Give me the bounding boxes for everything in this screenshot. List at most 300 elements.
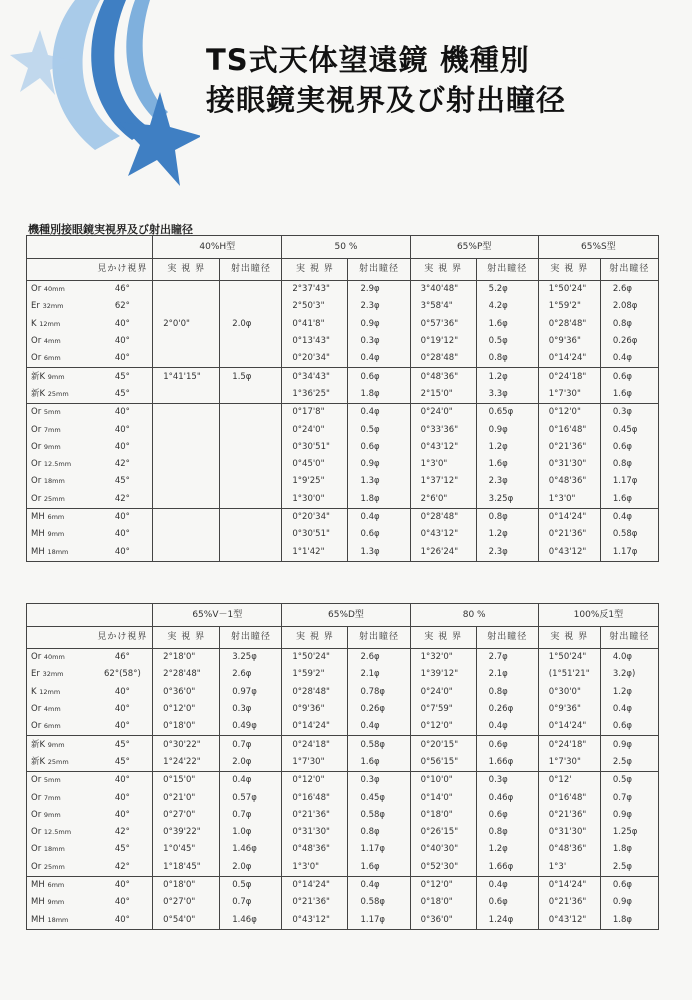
true-field: 0°28'48": [538, 316, 600, 333]
group-header: 65%S型: [538, 236, 658, 259]
focal-length: 18mm: [47, 547, 69, 556]
eyepiece-model: [27, 473, 93, 490]
exit-pupil: 0.9φ: [476, 421, 538, 438]
exit-pupil: 0.3φ: [348, 772, 410, 790]
apparent-field: 40°: [114, 792, 130, 803]
table-row: [27, 666, 659, 683]
table-row: [27, 386, 659, 404]
exit-pupil: 0.3φ: [220, 701, 282, 718]
apparent-field: 40°: [114, 353, 130, 364]
true-field: 0°43'12": [410, 439, 476, 456]
true-field: 0°20'15": [410, 736, 476, 754]
true-field: 0°24'0": [282, 421, 348, 438]
exit-pupil: 0.5φ: [600, 772, 658, 790]
apparent-field: 40°: [114, 546, 130, 557]
eyepiece-model: [27, 316, 93, 333]
focal-length: 9mm: [43, 810, 61, 819]
true-field: 3°40'48": [410, 281, 476, 299]
exit-pupil: 5.2φ: [476, 281, 538, 299]
exit-pupil: 2.0φ: [220, 281, 282, 368]
true-field: 0°24'0": [410, 404, 476, 422]
true-field: 0°21'36": [538, 526, 600, 543]
exit-pupil: 0.4φ: [600, 701, 658, 718]
field-header: 実 視 界: [538, 259, 600, 281]
focal-length: 9mm: [47, 740, 65, 749]
table-row: [27, 333, 659, 350]
true-field: 0°17'8": [282, 404, 348, 422]
true-field: 0°43'12": [538, 911, 600, 929]
exit-pupil: 1.17φ: [348, 841, 410, 858]
eyepiece-model: [27, 298, 93, 315]
exit-pupil: 2.3φ: [348, 298, 410, 315]
exit-pupil: 0.5φ: [348, 421, 410, 438]
exit-pupil: 2.7φ: [476, 649, 538, 667]
exit-pupil: 0.6φ: [476, 894, 538, 911]
true-field: [153, 473, 220, 490]
eyepiece-type: Or: [31, 336, 42, 347]
apparent-field: 42°: [114, 827, 130, 838]
true-field: 2°6'0": [410, 491, 476, 509]
focal-length: 40mm: [43, 285, 65, 294]
true-field: 2°50'3": [282, 298, 348, 315]
true-field: (1°51'21": [538, 666, 600, 683]
exit-pupil: 0.26φ: [600, 333, 658, 350]
exit-pupil: 0.4φ: [348, 876, 410, 894]
table-row: [27, 281, 659, 299]
table-caption: 機種別接眼鏡実視界及び射出瞳径: [28, 223, 193, 236]
table-row: [27, 368, 659, 386]
apparent-field: 46°: [114, 284, 130, 295]
eyepiece-type: MH: [31, 897, 45, 908]
exit-pupil: 0.7φ: [220, 736, 282, 754]
exit-pupil: 2.0φ: [220, 754, 282, 772]
exit-pupil: 1.0φ: [220, 824, 282, 841]
exit-pupil: 1.25φ: [600, 824, 658, 841]
table-row: [27, 807, 659, 824]
table-row: [27, 718, 659, 736]
apparent-field: 46°: [114, 652, 130, 663]
eyepiece-model: [27, 368, 93, 386]
true-field: 0°21'36": [538, 894, 600, 911]
apparent-field: 45°: [93, 368, 153, 386]
exit-pupil: 1.3φ: [348, 473, 410, 490]
table-row: [27, 473, 659, 490]
true-field: 1°24'22": [153, 754, 220, 772]
exit-pupil-header: 射出瞳径: [600, 259, 658, 281]
exit-pupil-header: 射出瞳径: [600, 627, 658, 649]
true-field: 0°43'12": [282, 911, 348, 929]
eyepiece-type: Or: [31, 284, 42, 295]
true-field: 0°41'8": [282, 316, 348, 333]
true-field: 0°7'59": [410, 701, 476, 718]
eyepiece-model: [27, 684, 93, 701]
eyepiece-type: Or: [31, 493, 42, 504]
exit-pupil: 1.46φ: [220, 841, 282, 858]
eyepiece-model: [27, 281, 93, 299]
exit-pupil: 1.8φ: [348, 386, 410, 404]
true-field: 0°21'36": [538, 807, 600, 824]
eyepiece-type: Or: [31, 476, 42, 487]
apparent-field: 45°: [114, 476, 130, 487]
eyepiece-type: 新K: [31, 388, 46, 399]
field-header: 実 視 界: [282, 627, 348, 649]
true-field: 1°59'2": [282, 666, 348, 683]
exit-pupil: 0.4φ: [348, 404, 410, 422]
exit-pupil: 0.4φ: [600, 350, 658, 368]
true-field: 1°50'24": [538, 281, 600, 299]
eyepiece-type: MH: [31, 914, 45, 925]
exit-pupil: 0.9φ: [348, 316, 410, 333]
exit-pupil: 0.3φ: [600, 404, 658, 422]
exit-pupil: 0.6φ: [600, 876, 658, 894]
eyepiece-table-2: [26, 603, 659, 930]
exit-pupil: [220, 526, 282, 543]
exit-pupil: 1.66φ: [476, 754, 538, 772]
group-header: 65%V－1型: [153, 604, 282, 627]
exit-pupil: 1.17φ: [348, 911, 410, 929]
apparent-field: 40°: [114, 441, 130, 452]
true-field: 0°14'24": [538, 718, 600, 736]
title-line-2: 接眼鏡実視界及び射出瞳径: [206, 83, 567, 117]
eyepiece-model: [27, 841, 93, 858]
true-field: 0°9'36": [538, 333, 600, 350]
true-field: 2°28'48": [153, 666, 220, 683]
apparent-field: 42°: [114, 459, 130, 470]
exit-pupil: [220, 543, 282, 561]
exit-pupil: 1.8φ: [348, 491, 410, 509]
page-title: [206, 40, 566, 120]
table-row: [27, 439, 659, 456]
eyepiece-model: [27, 701, 93, 718]
eyepiece-model: [27, 894, 93, 911]
true-field: 0°48'36": [410, 368, 476, 386]
eyepiece-type: Or: [31, 844, 42, 855]
exit-pupil: 0.58φ: [348, 807, 410, 824]
eyepiece-type: MH: [31, 546, 45, 557]
table-row: [27, 772, 659, 790]
eyepiece-type: Or: [31, 809, 42, 820]
true-field: 2°15'0": [410, 386, 476, 404]
true-field: 0°20'34": [282, 350, 348, 368]
exit-pupil-header: 射出瞳径: [476, 259, 538, 281]
exit-pupil: 0.6φ: [348, 439, 410, 456]
table-row: [27, 684, 659, 701]
exit-pupil-header: 射出瞳径: [348, 627, 410, 649]
table-row: [27, 754, 659, 772]
focal-length: 9mm: [47, 530, 65, 539]
table-row: [27, 491, 659, 509]
exit-pupil: 0.4φ: [476, 876, 538, 894]
exit-pupil: 1.6φ: [600, 386, 658, 404]
true-field: 0°34'43": [282, 368, 348, 386]
true-field: 0°18'0": [410, 807, 476, 824]
true-field: 3°58'4": [410, 298, 476, 315]
exit-pupil: 1.3φ: [348, 543, 410, 561]
exit-pupil: 0.7φ: [220, 807, 282, 824]
exit-pupil: 1.8φ: [600, 911, 658, 929]
eyepiece-model: [27, 718, 93, 736]
focal-length: 4mm: [43, 705, 61, 714]
true-field: [153, 421, 220, 438]
true-field: 1°59'2": [538, 298, 600, 315]
eyepiece-model: [27, 859, 93, 877]
field-header: 実 視 界: [153, 627, 220, 649]
true-field: 0°24'0": [410, 684, 476, 701]
eyepiece-model: [27, 666, 93, 683]
focal-length: 4mm: [43, 337, 61, 346]
true-field: 0°12'0": [282, 772, 348, 790]
true-field: 2°37'43": [282, 281, 348, 299]
eyepiece-type: Or: [31, 353, 42, 364]
eyepiece-model: [27, 439, 93, 456]
true-field: 0°31'30": [538, 824, 600, 841]
exit-pupil-header: 射出瞳径: [348, 259, 410, 281]
exit-pupil: 1.24φ: [476, 911, 538, 929]
true-field: 1°3'0": [538, 491, 600, 509]
exit-pupil: 2.6φ: [600, 281, 658, 299]
true-field: 0°27'0": [153, 807, 220, 824]
true-field: 0°24'18": [538, 736, 600, 754]
eyepiece-model: [27, 421, 93, 438]
true-field: 1°18'45": [153, 859, 220, 877]
true-field: 0°15'0": [153, 772, 220, 790]
eyepiece-model: [27, 911, 93, 929]
true-field: 0°21'36": [282, 894, 348, 911]
exit-pupil: 0.45φ: [348, 789, 410, 806]
table-row: [27, 404, 659, 422]
true-field: 1°7'30": [282, 754, 348, 772]
apparent-field: 40°: [114, 424, 130, 435]
exit-pupil: 1.2φ: [600, 684, 658, 701]
exit-pupil: [220, 508, 282, 526]
exit-pupil-header: 射出瞳径: [220, 627, 282, 649]
eyepiece-model: [27, 526, 93, 543]
group-header: 50 %: [282, 236, 410, 259]
true-field: [153, 456, 220, 473]
table-row: [27, 316, 659, 333]
exit-pupil: 3.25φ: [476, 491, 538, 509]
exit-pupil: 1.6φ: [348, 859, 410, 877]
exit-pupil: 2.08φ: [600, 298, 658, 315]
true-field: 0°48'36": [282, 841, 348, 858]
exit-pupil: 0.4φ: [600, 508, 658, 526]
eyepiece-model: [27, 508, 93, 526]
true-field: [153, 491, 220, 509]
exit-pupil: 2.0φ: [220, 859, 282, 877]
apparent-field: 42°: [114, 493, 130, 504]
focal-length: 25mm: [47, 389, 69, 398]
focal-length: 6mm: [43, 354, 61, 363]
true-field: 1°32'0": [410, 649, 476, 667]
exit-pupil: 2.9φ: [348, 281, 410, 299]
true-field: 0°36'0": [153, 684, 220, 701]
exit-pupil: 0.58φ: [600, 526, 658, 543]
focal-length: 6mm: [47, 513, 65, 521]
true-field: [153, 508, 220, 526]
eyepiece-type: MH: [31, 529, 45, 540]
true-field: 1°3'0": [410, 456, 476, 473]
title-line-1: TS式天体望遠鏡 機種別: [206, 43, 530, 77]
apparent-field: 40°: [114, 336, 130, 347]
exit-pupil: 0.6φ: [348, 526, 410, 543]
true-field: 1°7'30": [538, 386, 600, 404]
field-header: 実 視 界: [538, 627, 600, 649]
exit-pupil: 1.6φ: [476, 456, 538, 473]
exit-pupil: 0.6φ: [600, 718, 658, 736]
true-field: 0°48'36": [538, 473, 600, 490]
eyepiece-type: K: [31, 686, 37, 697]
exit-pupil: 2.3φ: [476, 543, 538, 561]
true-field: 0°9'36": [538, 701, 600, 718]
exit-pupil: 0.57φ: [220, 789, 282, 806]
apparent-field: 62°: [114, 301, 130, 312]
true-field: 0°48'36": [538, 841, 600, 858]
eyepiece-type: Or: [31, 775, 42, 786]
apparent-field: 40°: [114, 721, 130, 732]
true-field: 0°12'0": [538, 404, 600, 422]
group-header: 100%反1型: [538, 604, 658, 627]
table-row: [27, 894, 659, 911]
focal-length: 12.5mm: [43, 828, 72, 837]
exit-pupil: 0.5φ: [476, 333, 538, 350]
exit-pupil: 1.2φ: [476, 526, 538, 543]
group-header: 65%P型: [410, 236, 538, 259]
exit-pupil: 1.2φ: [476, 439, 538, 456]
eyepiece-table-1: [26, 235, 659, 562]
exit-pupil: 1.6φ: [476, 316, 538, 333]
column-header-row: [27, 259, 659, 281]
table-row: [27, 421, 659, 438]
exit-pupil: 0.45φ: [600, 421, 658, 438]
true-field: 0°13'43": [282, 333, 348, 350]
true-field: 0°18'0": [153, 718, 220, 736]
exit-pupil: 1.66φ: [476, 859, 538, 877]
true-field: [153, 404, 220, 422]
eyepiece-model: [27, 649, 93, 667]
focal-length: 25mm: [47, 757, 69, 766]
exit-pupil: 2.3φ: [476, 473, 538, 490]
exit-pupil: 3.2φ): [600, 666, 658, 683]
focal-length: 7mm: [43, 793, 61, 802]
focal-length: 32mm: [42, 302, 64, 311]
true-field: 0°9'36": [282, 701, 348, 718]
eyepiece-type: 新K: [31, 371, 46, 382]
eyepiece-type: Er: [31, 301, 40, 312]
exit-pupil: 0.4φ: [348, 508, 410, 526]
exit-pupil: 0.9φ: [600, 894, 658, 911]
exit-pupil: 0.46φ: [476, 789, 538, 806]
true-field: 0°31'30": [538, 456, 600, 473]
group-header-row: [27, 604, 659, 627]
exit-pupil: 2.6φ: [220, 666, 282, 683]
exit-pupil: 1.6φ: [348, 754, 410, 772]
true-field: 1°37'12": [410, 473, 476, 490]
exit-pupil: 4.0φ: [600, 649, 658, 667]
true-field: 0°12'0": [410, 876, 476, 894]
apparent-field: 40°: [114, 704, 130, 715]
exit-pupil: 0.8φ: [476, 684, 538, 701]
eyepiece-model: [27, 456, 93, 473]
true-field: 0°52'30": [410, 859, 476, 877]
true-field: 0°16'48": [538, 789, 600, 806]
true-field: 1°41'15": [153, 368, 220, 386]
true-field: 1°39'12": [410, 666, 476, 683]
eyepiece-type: 新K: [31, 756, 46, 767]
exit-pupil: 1.17φ: [600, 543, 658, 561]
true-field: 0°27'0": [153, 894, 220, 911]
focal-length: 5mm: [43, 776, 61, 785]
eyepiece-model: [27, 491, 93, 509]
exit-pupil: 0.6φ: [476, 736, 538, 754]
true-field: 0°26'15": [410, 824, 476, 841]
true-field: 0°30'22": [153, 736, 220, 754]
exit-pupil: 0.9φ: [600, 736, 658, 754]
star-icon: [118, 92, 200, 186]
eyepiece-model: [27, 876, 93, 894]
table-row: [27, 649, 659, 667]
eyepiece-model: [27, 736, 93, 754]
table-row: [27, 911, 659, 929]
eyepiece-type: Or: [31, 827, 42, 838]
focal-length: 6mm: [43, 722, 61, 731]
true-field: 1°26'24": [410, 543, 476, 561]
focal-length: 12mm: [39, 319, 61, 328]
eyepiece-model: [27, 772, 93, 790]
true-field: 0°30'0": [538, 684, 600, 701]
true-field: 0°14'24": [538, 350, 600, 368]
eyepiece-type: Er: [31, 669, 40, 680]
exit-pupil: 3.3φ: [476, 386, 538, 404]
exit-pupil: 2.5φ: [600, 754, 658, 772]
exit-pupil: 1.8φ: [600, 841, 658, 858]
exit-pupil: 0.65φ: [476, 404, 538, 422]
true-field: [153, 526, 220, 543]
exit-pupil: 0.4φ: [220, 772, 282, 790]
eyepiece-type: Or: [31, 704, 42, 715]
eyepiece-type: Or: [31, 792, 42, 803]
focal-length: 6mm: [47, 881, 65, 889]
focal-length: 5mm: [43, 408, 61, 417]
true-field: 0°30'51": [282, 439, 348, 456]
star-comet-logo: [0, 0, 200, 200]
group-header: 40%H型: [153, 236, 282, 259]
exit-pupil: 0.8φ: [476, 350, 538, 368]
apparent-field: 42°: [114, 861, 130, 872]
true-field: 0°30'51": [282, 526, 348, 543]
exit-pupil: 0.8φ: [476, 508, 538, 526]
apparent-field: 40°: [93, 772, 153, 790]
table-row: [27, 876, 659, 894]
true-field: 0°14'24": [282, 718, 348, 736]
true-field: 0°20'34": [282, 508, 348, 526]
exit-pupil: [220, 439, 282, 456]
true-field: 0°18'0": [153, 876, 220, 894]
focal-length: 18mm: [43, 477, 65, 486]
true-field: 1°50'24": [538, 649, 600, 667]
true-field: 0°36'0": [410, 911, 476, 929]
exit-pupil: 0.8φ: [348, 824, 410, 841]
exit-pupil: 0.5φ: [220, 876, 282, 894]
eyepiece-model: [27, 333, 93, 350]
true-field: 0°19'12": [410, 333, 476, 350]
apparent-field: 62°(58°): [104, 669, 141, 680]
focal-length: 18mm: [43, 845, 65, 854]
eyepiece-type: Or: [31, 407, 42, 418]
eyepiece-model: [27, 350, 93, 368]
exit-pupil: 0.97φ: [220, 684, 282, 701]
exit-pupil-header: 射出瞳径: [476, 627, 538, 649]
true-field: 1°3': [538, 859, 600, 877]
